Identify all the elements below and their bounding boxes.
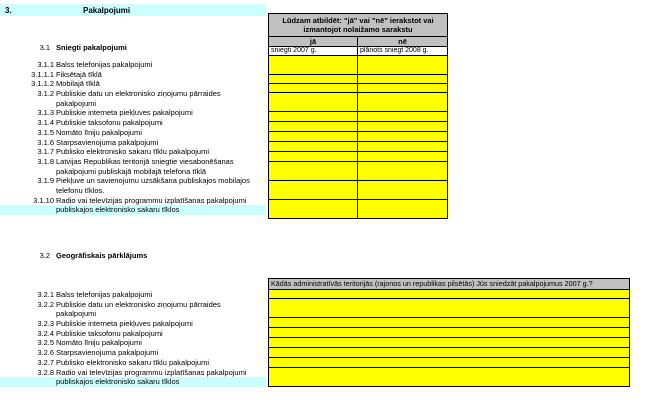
row-label: pakalpojumi	[56, 309, 97, 319]
row-number: 3.1.6	[37, 137, 54, 147]
answer-cell[interactable]	[269, 132, 358, 142]
row-label: telefonu tīklos.	[56, 185, 105, 195]
row-label: Fiksētajā tīklā	[56, 69, 102, 79]
row-label: Nomāto līniju pakalpojumi	[56, 127, 142, 137]
row-label: pakalpojumi	[56, 98, 97, 108]
answer-cell[interactable]	[269, 318, 630, 328]
part2-title: Ģeogrāfiskais pārklājums	[56, 251, 148, 260]
answer-cell[interactable]	[358, 142, 448, 152]
row-label: Publisko elektronisko sakaru tīklu pakalpojumi	[56, 357, 209, 367]
row-number: 3.2.3	[37, 319, 54, 329]
row-number: 3.1.9	[37, 176, 54, 186]
list-item	[0, 358, 266, 368]
row-label: Mobilajā tīklā	[56, 79, 100, 89]
answer-cell[interactable]	[269, 290, 630, 299]
list-item	[0, 338, 266, 348]
answer-cell[interactable]	[269, 122, 358, 132]
answer-cell[interactable]	[358, 122, 448, 132]
answer-cell[interactable]	[269, 368, 630, 387]
col-subheader-no: plānots sniegt 2008 g.	[358, 47, 448, 56]
col-header-yes: jā	[269, 37, 358, 47]
row-number: 3.2.6	[37, 348, 54, 358]
list-item	[0, 99, 266, 109]
row-label: Piekļuve un savienojumu uzsākšana publiskajos mobilajos	[56, 176, 250, 186]
row-number: 3.1.4	[37, 118, 54, 128]
answer-cell[interactable]	[269, 162, 358, 181]
answer-cell[interactable]	[358, 112, 448, 122]
row-label: Radio vai televīzijas programmu izplatīšanas pakalpojumi	[56, 195, 247, 205]
row-number: 3.1.1	[37, 60, 54, 69]
list-item	[0, 167, 266, 177]
answer-cell[interactable]	[269, 358, 630, 368]
answer-cell[interactable]	[358, 181, 448, 200]
row-label: Publiskie datu un elektronisko ziņojumu pārraides	[56, 89, 221, 99]
row-label: Starpsavienojuma pakalpojumi	[56, 348, 159, 358]
answer-cell[interactable]	[269, 200, 358, 219]
row-number: 3.1.5	[37, 127, 54, 137]
row-number: 3.2.2	[37, 299, 54, 309]
row-label: pakalpojumi publiskajā mobilajā telefona tīklā	[56, 166, 207, 176]
row-label: Nomāto līniju pakalpojumi	[56, 338, 142, 348]
answer-table-1	[268, 13, 448, 219]
row-label: Publiskie interneta piekļuves pakalpojumi	[56, 319, 193, 329]
list-item	[0, 290, 266, 300]
answer-cell[interactable]	[269, 152, 358, 162]
answer-cell[interactable]	[358, 93, 448, 112]
part1-rows	[0, 60, 266, 215]
row-number: 3.1.10	[33, 195, 54, 205]
col-subheader-yes: sniegti 2007 g.	[269, 47, 358, 56]
row-label: publiskajos elektronisko sakaru tīklos	[56, 377, 180, 387]
list-item	[0, 128, 266, 138]
list-item	[0, 377, 266, 387]
answer-cell[interactable]	[269, 181, 358, 200]
section-header-band	[0, 4, 266, 16]
list-item	[0, 79, 266, 89]
answer-cell[interactable]	[269, 142, 358, 152]
row-number: 3.2.7	[37, 357, 54, 367]
list-item	[0, 70, 266, 80]
row-number: 3.1.1.1	[31, 69, 54, 79]
part1-number: 3.1	[39, 43, 50, 52]
row-label: Latvijas Republikas teritorijā sniegtie viesabonēšanas	[56, 156, 234, 166]
answer-cell[interactable]	[358, 162, 448, 181]
row-label: Publiskie interneta piekļuves pakalpojumi	[56, 108, 193, 118]
row-number: 3.2.4	[37, 328, 54, 338]
row-label: Publiskie datu un elektronisko ziņojumu pārraides	[56, 299, 221, 309]
answer-cell[interactable]	[358, 75, 448, 84]
row-number: 3.1.1.2	[31, 79, 54, 89]
list-item	[0, 329, 266, 339]
answer-cell[interactable]	[358, 152, 448, 162]
row-label: Balss telefonijas pakalpojumi	[56, 290, 153, 299]
list-item	[0, 118, 266, 128]
row-label: Radio vai televīzijas programmu izplatīšanas pakalpojumi	[56, 367, 247, 377]
answer-cell[interactable]	[269, 75, 358, 84]
row-label: Publisko elektronisko sakaru tīklu pakalpojumi	[56, 147, 209, 157]
answer-cell[interactable]	[269, 348, 630, 358]
row-number: 3.1.2	[37, 89, 54, 99]
answer-cell[interactable]	[358, 200, 448, 219]
answer-cell[interactable]	[269, 112, 358, 122]
row-number: 3.2.1	[37, 290, 54, 299]
row-label: publiskajos elektronisko sakaru tīklos	[56, 205, 180, 215]
list-item	[0, 348, 266, 358]
list-item	[0, 186, 266, 196]
list-item	[0, 60, 266, 70]
list-item	[0, 196, 266, 206]
list-item	[0, 319, 266, 329]
list-item	[0, 176, 266, 186]
row-number: 3.2.8	[37, 367, 54, 377]
answer-cell[interactable]	[269, 93, 358, 112]
answer-cell[interactable]	[269, 56, 358, 75]
row-label: Publiskie taksofonu pakalpojumi	[56, 328, 163, 338]
list-item	[0, 205, 266, 215]
row-number: 3.1.7	[37, 147, 54, 157]
answer-cell[interactable]	[269, 299, 630, 318]
answer-table-2	[268, 278, 630, 387]
list-item	[0, 89, 266, 99]
table-header: Lūdzam atbildēt: "jā" vai "nē" ierakstot vai izmantojot nolaižamo sarakstu	[269, 14, 448, 37]
row-label: Publiskie taksofonu pakalpojumi	[56, 118, 163, 128]
list-item	[0, 368, 266, 378]
list-item	[0, 157, 266, 167]
list-item	[0, 147, 266, 157]
table-header: Kādās administratīvās teritorijās (rajonos un republikas pilsētās) Jūs sniedzāt pakalpojumus 2007 g.?	[269, 279, 630, 290]
answer-cell[interactable]	[358, 84, 448, 93]
section-number: 3.	[5, 6, 12, 15]
list-item	[0, 309, 266, 319]
list-item	[0, 300, 266, 310]
row-number: 3.1.3	[37, 108, 54, 118]
answer-cell[interactable]	[269, 328, 630, 338]
part1-title: Sniegti pakalpojumi	[56, 43, 127, 52]
list-item	[0, 108, 266, 118]
row-label: Starpsavienojuma pakalpojumi	[56, 137, 159, 147]
section-title: Pakalpojumi	[83, 6, 131, 15]
answer-cell[interactable]	[358, 132, 448, 142]
list-item	[0, 138, 266, 148]
row-label: Balss telefonijas pakalpojumi	[56, 60, 153, 69]
row-number: 3.2.5	[37, 338, 54, 348]
answer-cell[interactable]	[269, 84, 358, 93]
part2-rows	[0, 290, 266, 387]
part2-number: 3.2	[39, 251, 50, 260]
col-header-no: nē	[358, 37, 448, 47]
answer-cell[interactable]	[269, 338, 630, 348]
row-number: 3.1.8	[37, 156, 54, 166]
answer-cell[interactable]	[358, 56, 448, 75]
